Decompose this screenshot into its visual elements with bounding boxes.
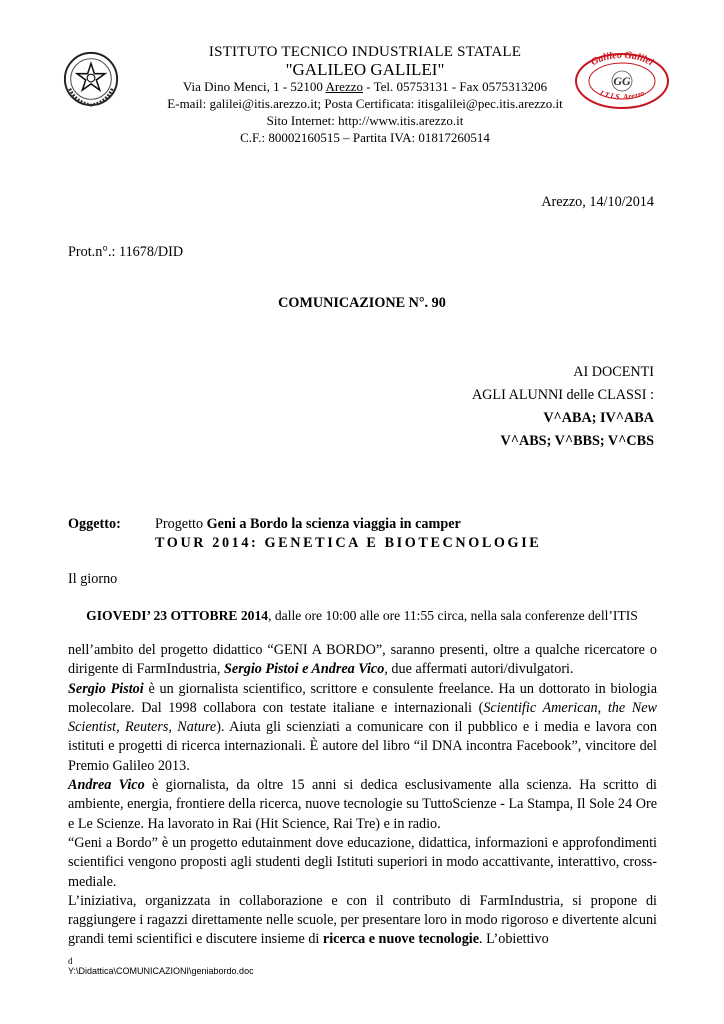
logo-monogram: GG [613,74,631,88]
recipient-teachers: AI DOCENTI [573,364,654,380]
subject-tour: TOUR 2014: GENETICA E BIOTECNOLOGIE [155,535,542,551]
event-datetime: GIOVEDI’ 23 OTTOBRE 2014, dalle ore 10:00 alle ore 11:55 circa, nella sala conferenze dell’ITIS [86,608,638,623]
school-address: Via Dino Menci, 1 - 52100 Arezzo - Tel. 05753131 - Fax 0575313206 [182,79,548,94]
footer-file-path: Y:\Didattica\COMUNICAZIONI\geniabordo.doc [68,966,254,976]
body-paragraph-pistoi: Sergio Pistoi è un giornalista scientifico, scrittore e consulente freelance. Ha un dottorato in biologia molecolare. Dal 1998 collabora con testate italiane e internazionali (Scientific American, the New Scientist, Reuters, Nature). Aiuta gli scienziati a comunicare con il pubblico e i media e lavora con istituti e progetti di ricerca internazionali. È autore del libro “il DNA incontra Facebook”, vincitore del Premio Galileo 2013. [68,680,657,774]
recipient-students: AGLI ALUNNI delle CLASSI : [471,387,654,403]
recipient-classes-1: V^ABA; IV^ABA [543,410,654,426]
svg-text:Galileo Galilei [589,50,655,68]
school-tax-codes: C.F.: 80002160515 – Partita IVA: 01817260514 [240,130,490,145]
body-paragraph-project: “Geni a Bordo” è un progetto edutainment dove educazione, didattica, informazioni e approfondimenti scientifici vengono proposti agli studenti degli Istituti superiori in modo accattivante, interattivo, cross-mediale. [68,834,657,890]
logo-text-bottom: I.T.I.S. Arezzo [598,88,646,102]
body-paragraph-intro: nell’ambito del progetto didattico “GENI A BORDO”, saranno presenti, oltre a qualche ricercatore o dirigente di FarmIndustria, Sergio Pistoi e Andrea Vico, due affermati autori/divulgatori. [68,642,657,678]
body-paragraph-vico: Andrea Vico è giornalista, da oltre 15 anni si dedica esclusivamente alla scienza. Ha scritto di ambiente, energia, frontiere della ricerca, nuove tecnologie su TuttoScienze - La Stampa, Il Sole 24 Ore e Le Scienze. Ha lavorato in Rai (Hit Science, Rai Tre) e in radio. [68,777,657,832]
italian-republic-emblem-icon [62,50,120,108]
recipients-block [472,361,654,453]
letter-date: Arezzo, 14/10/2014 [541,194,654,210]
subject-text: Progetto Geni a Bordo la scienza viaggia in camper [155,516,461,532]
school-name: "GALILEO GALILEI" [285,60,445,79]
svg-text:I.T.I.S. Arezzo [597,88,645,101]
school-email: E-mail: galilei@itis.arezzo.it; Posta Certificata: itisgalilei@pec.itis.arezzo.it [167,96,563,111]
logo-text-top: Galileo Galilei [589,50,656,69]
school-type-title: ISTITUTO TECNICO INDUSTRIALE STATALE [208,44,522,60]
recipient-classes-2: V^ABS; V^BBS; V^CBS [500,433,654,449]
day-intro: Il giorno [68,571,118,587]
school-header [150,44,580,146]
communication-title: COMUNICAZIONE N°. 90 [278,295,446,311]
footer-mark: d [68,956,73,966]
body-paragraph-initiative: L’iniziativa, organizzata in collaborazione e con il contributo di FarmIndustria, si propone di raggiungere i ragazzi direttamente nelle scuole, per presentare loro in modo rigoroso e divertente alcuni grandi temi scientifici e discutere insieme di ricerca e nuove tecnologie. L’obiettivo [68,892,657,948]
school-website: Sito Internet: http://www.itis.arezzo.it [266,113,464,128]
subject-label: Oggetto: [68,516,121,532]
protocol-number: Prot.n°.: 11678/DID [68,244,184,260]
itis-galilei-logo [572,50,672,110]
letter-body [68,641,657,950]
